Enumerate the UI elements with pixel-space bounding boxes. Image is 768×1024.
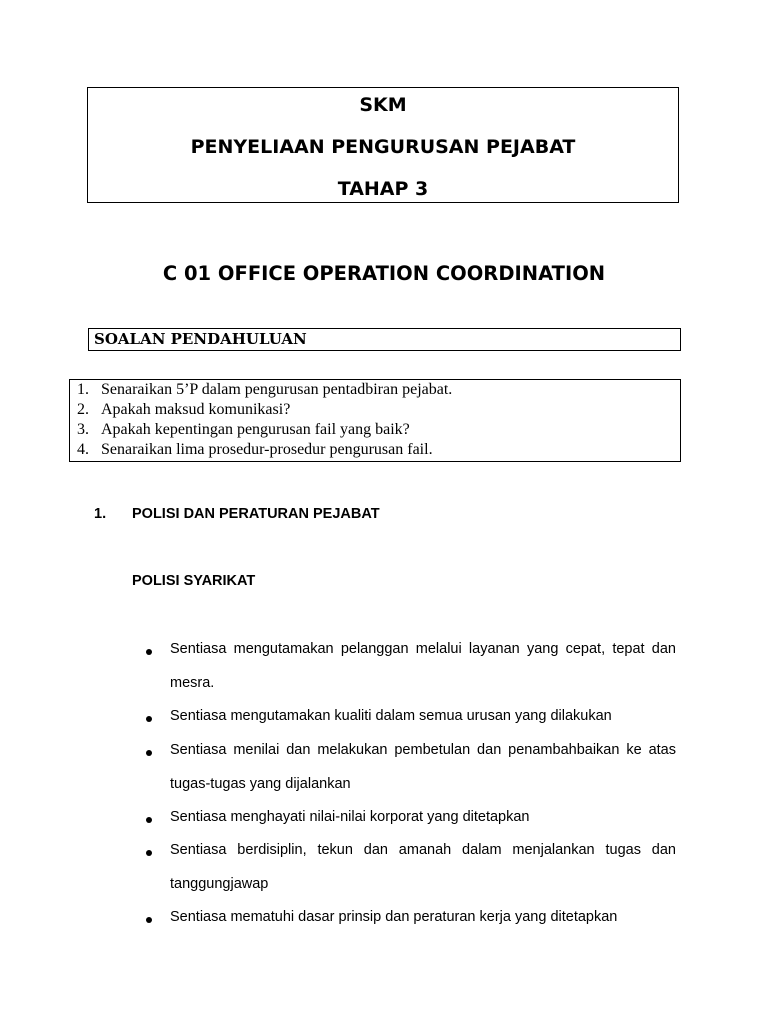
bullet-icon — [146, 917, 152, 923]
list-item-text: Sentiasa mengutamakan kualiti dalam semua urusan yang dilakukan — [170, 708, 612, 724]
question-number: 1. — [77, 381, 89, 398]
bullet-icon — [146, 750, 152, 756]
question-number: 4. — [77, 441, 89, 458]
question-text: Apakah maksud komunikasi? — [101, 401, 291, 418]
question-item — [77, 380, 452, 400]
course-title: C 01 OFFICE OPERATION COORDINATION — [162, 262, 606, 285]
section-label-box — [88, 328, 681, 351]
bullet-icon — [146, 850, 152, 856]
questions-box — [69, 379, 681, 462]
question-text: Senaraikan 5’P dalam pengurusan pentadbiran pejabat. — [101, 381, 453, 398]
list-item-text: Sentiasa mengutamakan pelanggan melalui layanan yang cepat, tepat dan mesra. — [170, 641, 676, 691]
question-item — [77, 440, 433, 460]
title-program: PENYELIAAN PENGURUSAN PEJABAT — [190, 136, 576, 158]
section-heading: POLISI DAN PERATURAN PEJABAT — [132, 506, 380, 522]
question-text: Apakah kepentingan pengurusan fail yang baik? — [101, 421, 410, 438]
section-label: SOALAN PENDAHULUAN — [94, 330, 307, 348]
list-item-text: Sentiasa menilai dan melakukan pembetulan dan penambahbaikan ke atas tugas-tugas yang dijalankan — [170, 742, 676, 792]
subsection-heading: POLISI SYARIKAT — [132, 573, 256, 589]
question-item — [77, 400, 290, 420]
question-number: 2. — [77, 401, 89, 418]
bullet-icon — [146, 649, 152, 655]
title-skm: SKM — [359, 94, 407, 116]
section-number: 1. — [94, 506, 107, 522]
title-level: TAHAP 3 — [337, 178, 429, 200]
question-item — [77, 420, 410, 440]
list-item-text: Sentiasa menghayati nilai-nilai korporat yang ditetapkan — [170, 809, 530, 825]
list-item-text: Sentiasa berdisiplin, tekun dan amanah dalam menjalankan tugas dan tanggungjawap — [170, 842, 676, 892]
list-item-text: Sentiasa mematuhi dasar prinsip dan peraturan kerja yang ditetapkan — [170, 909, 618, 925]
question-number: 3. — [77, 421, 89, 438]
title-box — [87, 87, 679, 203]
question-text: Senaraikan lima prosedur-prosedur pengurusan fail. — [101, 441, 433, 458]
bullet-icon — [146, 716, 152, 722]
bullet-icon — [146, 817, 152, 823]
